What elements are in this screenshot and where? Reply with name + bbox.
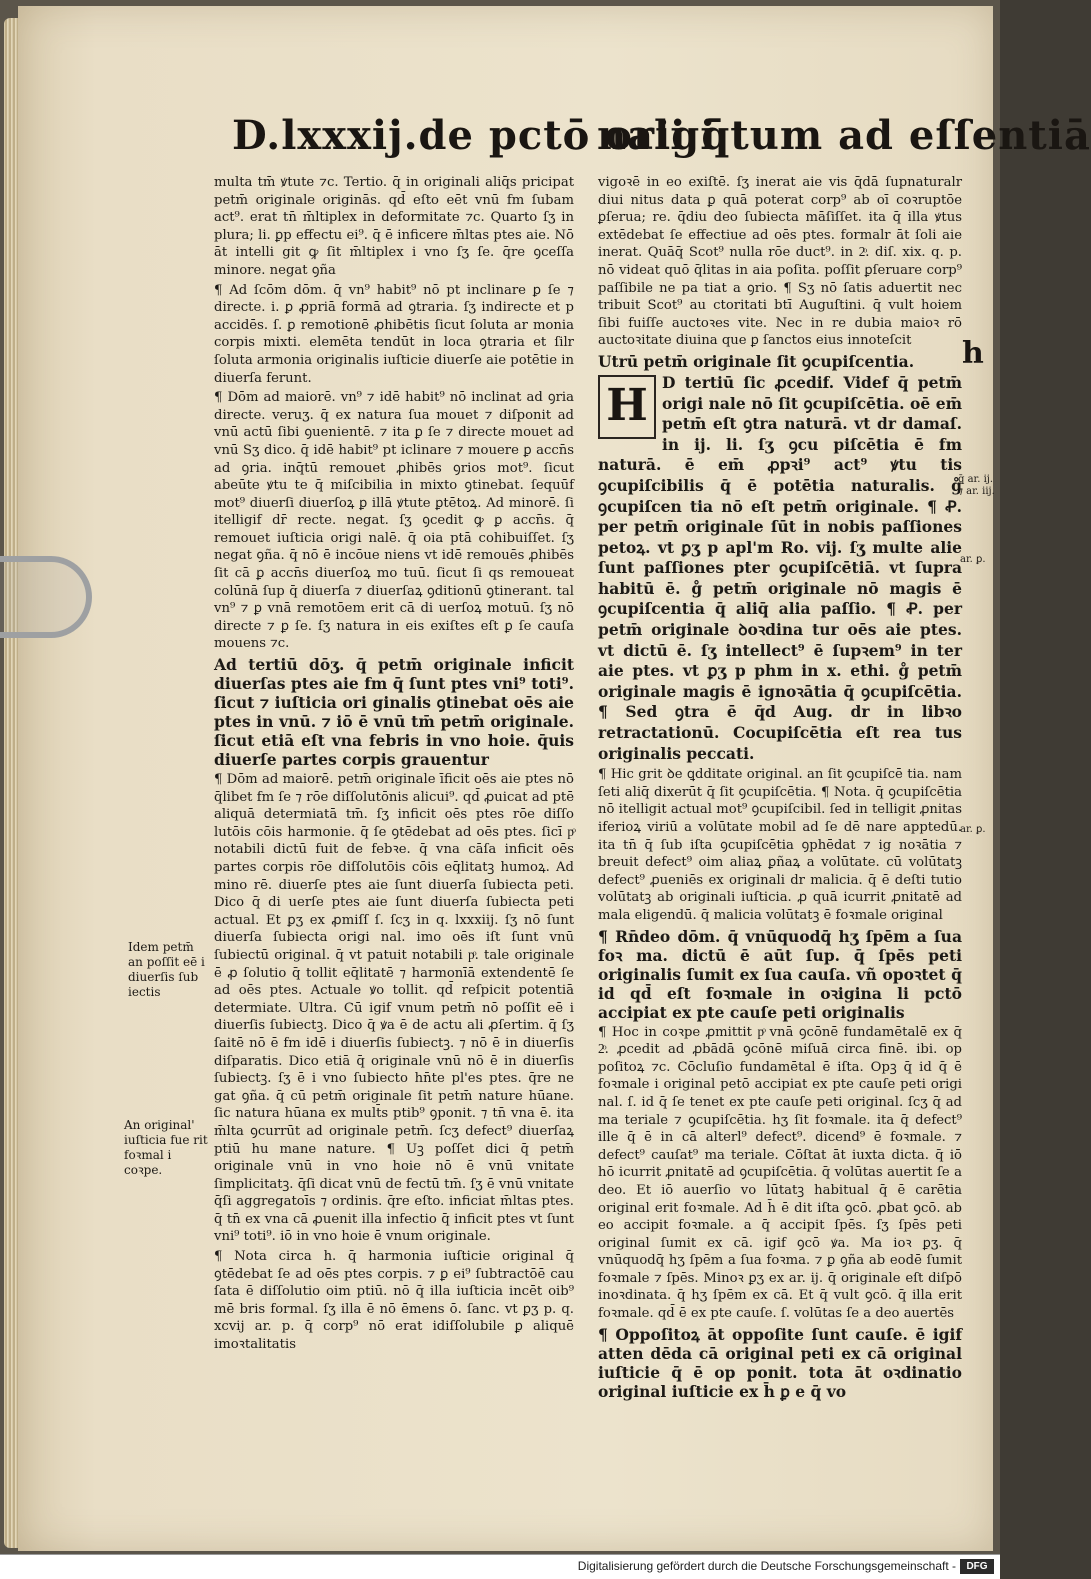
right-paragraph-3: ¶ Hic grit ꝺe ꝗdditate original. an ſit ꝯcupiſcē tia. nam ſeti aliq̄ dixerūt q̄ ſit ꝯcupiſcētia. ¶ Nota. q̄ ꝯcupiſcētia nō itelligit actual mot⁹ ꝯcupiſcibil. ſed in telligit ꝓnitas iferioꝝ viriū a volūtate mobil ad ſe dē nare apptedū. ita tn̄ q̄ ſub iſta ꝯcupiſcētia ꝯphēdat ⁊ ig noꝛātia ⁊ breuit defect⁹ oim aliaꝝ ꝑñaꝝ a volūtate. cū volūtatꝫ defect⁹ ꝓueniēs ex originali dr malicia. q̄ ē deſti tutio volūtatꝫ ab originali iuſticia. ꝓ quā icurrit ꝓnitatē ad mala eligendū. q̄ malicia volūtatꝫ ē foꝛmale original [598, 767, 962, 923]
margin-note-idem: Idem petm̄ an poſſit eē i diuerſis ſub iectis [128, 940, 205, 999]
paper-clip [0, 556, 92, 638]
running-head-right: nali q̄tum ad eſſentiā [597, 112, 1091, 159]
running-head-left: D.lxxxij.de pctō origi [232, 112, 717, 159]
right-column [598, 174, 962, 1401]
left-column [214, 174, 574, 1353]
left-paragraph-6: ¶ Nota circa h. q̄ harmonia iuſticie original q̄ ꝯtēdebat ſe ad oēs ptes corpis. ⁊ ꝑ ei⁹ ſubtractōē cau ſata ē diſſolutio oim ptiū. nō q̄ illa iuſticia incēt oib⁹ mē bris formal. ſʒ illa ē nō ēmens ō. ſanc. vt ꝑʒ p. q. xcvij ar. p. q̄ corp⁹ nō erat idiſſolubile ꝑ aliquē imoꝛtalitatis [214, 1249, 574, 1353]
right-paragraph-6: ¶ Oppoſitoꝝ āt oppoſite ſunt cauſe. ē igif atten dēda cā original peti ex cā original iuſticie q̄ ē op ponit. tota āt oꝛdinatio original iuſticie ex h̄ ꝑ e q̄ vo [598, 1324, 962, 1401]
left-paragraph-5: ¶ Dōm ad maiorē. petm̄ originale īficit oēs aie ptes nō q̄libet fm ſe ⁊ rōe diſſolutōnis alicui⁹. qd̄ ꝓuicat ad ptē aliquā determiatā tm̄. ſʒ inficit oēs ptes rōe diſſo lutōis cōis harmonie. q̄ ſe ꝯtēdebat ad oēs ptes. ſicī pͦ notabili dictū fuit de febꝛe. q̄ vna cāſa inficit oēs partes corpis rōe diſſolutōis cōis eq̄litatꝫ humoꝝ. Ad mino rē. diuerſe ptes aie ſunt diuerſa ſubiecta peti. Dico q̄ di uerſe ptes aie ſunt diuerſa ſubiecta peti actual. Et ꝑʒ ex ꝓmiſſ ſ. ſcʒ in q. lxxxiij. ſʒ nō ſunt diuerſa ſubiecta origi nal. imo oēs iſt ſunt vnū ſubiectū original. q̄ vt patuit notabili pͦ. tale originale ē ꝓ ſolutio q̄ tollit eq̄litatē ⁊ harmonīā extendentē ſe ad oēs ptes. Actuale ꝟo tollit. qd̄ reſpicit potentiā determiate. Ultra. Cū igif vnum petm̄ nō poſſit eē i diuerſis ſubiectꝫ. Dico q̄ ꝟa ē de actu ali ꝓſertim. q̄ ſʒ ſaitē nō ē fm idē i diuerſis ſubiectꝫ. ⁊ nō ē in diuerſis diſparatis. Dico etiā q̄ originale vnū nō ē in diuerſis ſubiectꝫ. ſʒ ē i vno ſubiecto hn̄te pl'es ptes. q̄re ne gat ꝯña. q̄ cū petm̄ originale ſit petm̄ nature hūane. ſic natura hūana ex mult̄s ptib⁹ ꝯponit. ⁊ tn̄ vna ē. ita m̄lta ꝯcurrūt ad originale petm̄. ſcʒ defect⁹ diuerſaꝝ ptiū hu mane nature. ¶ Uꝫ poſſet dici q̄ petm̄ originale vnū in vno hoie nō ē vnū vnitate ſimplicitatꝫ. q̄ſi dicat vnū de fectū tm̄. ſʒ ē vnū vnitate q̄ſi aggregatoīs ⁊ ordinis. q̄re eſto. inficiat m̄ltas ptes. q̄ tn̄ ex vna cā ꝓuenit illa infectio q̄ inficit ptes vt ſunt vni⁹ toti⁹. iō in vno hoie ē vnum originale. [214, 772, 574, 1245]
initial-letter: H [598, 375, 656, 439]
left-paragraph-1: multa tm̄ ꝟtute ⁊c. Tertio. q̄ in originali aliq̄s pricipat petm̄ originale originās. qd̄ eſto eēt vnū fm ſubam act⁹. erat tn̄ m̄ltiplex in deformitate ⁊c. Quarto ſʒ in plura; li. ꝑp effectu ei⁹. q̄ ē inficere m̄ltas ptes aie. Nō āt intelli git ꝙ ſit m̄ltiplex i vno ſʒ ſe. q̄re ꝯceſſa minore. negat ꝯña [214, 175, 574, 278]
right-paragraph-1: vigoꝛē in eo exiſtē. ſʒ inerat aie vis q̄dā ſupnaturalr diui nitus data ꝑ quā poterat corp⁹ ab oī coꝛruptōe ꝑſerua; re. q̄diu deo ſubiecta māſiſſet. ita q̄ illa ꝟtus extēdebat ſe effectiue ad oēs ptes. formalr āt ſoli aie inerat. Quāq̄ Scot⁹ nulla rōe duct⁹. in 2ͦ. diſ. xix. q. p. nō videat quō q̄litas in aia poſita. poſſit ꝑſeruare corp⁹ paſſibile ne pa tiat a ꝯrio. ¶ Sʒ nō ſatis aduertit nec tribuit Scot⁹ au ctoritati btī Auguſtini. q̄ vult hoiem ſibi fuiſſe auctoꝛes vite. Nec in re dubia maioꝛ rō auctoꝛitate diuina que ꝑ ſanctos eius innoteſcit [598, 175, 962, 349]
right-paragraph-4: ¶ Rn̄deo dōm. q̄ vnūquodq̄ hʒ ſpēm a ſua foꝛ ma. dictū ē aūt ſup. q̄ ſpēs peti originalis ſumit ex ſua cauſa. vñ opoꝛtet q̄ id qd̄ eſt foꝛmale in oꝛigina li pctō accipiat ex pte cauſe peti originalis [598, 926, 962, 1022]
guide-letter: h [962, 336, 984, 371]
margin-note-originalis: An original' iuſticia fue rit foꝛmal i coꝛpe. [124, 1118, 208, 1177]
article-opening: D tertiū ſic ꝓcedif. Videf q̄ petm̄ origi nale nō ſit ꝯcupiſcētia. oē em̄ petm̄ eſt ꝯtra naturā. vt dr damaſ. in ij. li. ſʒ ꝯcu piſcētia ē fm naturā. ē em̄ ꝓpꝛi⁹ act⁹ ꝟtu tis ꝯcupiſcibilis q̄ ē potētia naturalis. g̊ ꝯcupiſcen tia nō eſt petm̄ originale. ¶ Ꝓ. per petm̄ originale ſūt in nobis paſſiones petoꝝ. vt ꝑʒ p apl'm Ro. vij. ſʒ multe alie ſunt paſſiones pter ꝯcupiſcētiā. vt ſupra habitū ē. g̊ petm̄ originale nō magis ē ꝯcupiſcentia q̄ aliq̄ alia paſſio. ¶ Ꝓ. per petm̄ originale ꝺoꝛdina tur oēs aie ptes. vt dictū ē. ſʒ intellect⁹ ē ſupꝛem⁹ in ter aie ptes. vt ꝑʒ p phm in x. ethi. g̊ petm̄ originale magis ē ignoꝛātia q̄ ꝯcupiſcētia. ¶ Sed ꝯtra ē q̄d Aug. dr in libꝛo retractationū. Cocupiſcētia eſt rea tus originalis peccati. [598, 372, 962, 763]
margin-note-right-2: ar. ꝑ. [960, 554, 986, 565]
left-paragraph-4: Ad tertiū dōʒ. q̄ petm̄ originale inficit diuerſas ptes aie fm q̄ ſunt ptes vni⁹ toti⁹. ſicut ⁊ iuſticia ori ginalis ꝯtinebat oēs aie ptes in vnū. ⁊ iō ē vnū tm̄ petm̄ originale. ſicut etiā eſt vna febris in vno hoie. q̄uis diuerſe partes corpis grauentur [214, 655, 574, 770]
running-head [232, 112, 1091, 172]
dfg-logo: DFG [960, 1559, 994, 1574]
left-paragraph-3: ¶ Dōm ad maiorē. vn⁹ ⁊ idē habit⁹ nō inclinat ad ꝯria directe. veruʒ. q̄ ex natura ſua mouet ⁊ diſponit ad vnū actū ſibi ꝯuenientē. ⁊ ita ꝑ ſe ⁊ directe mouet ad vnū Sʒ dico. q̄ idē habit⁹ pt iclinare ⁊ mouere ꝑ accn̄s ad ꝯria. inq̄tū remouet ꝓhibēs ꝯrios mot⁹. ſicut abeūte ꝟtu te q̄ miſcibilia in mixto ꝯtinebat. ſequūf mot⁹ diuerſi diuerſoꝝ ꝑ illā ꝟtute ꝑtētoꝝ. Ad minorē. ſi itelligif dr̄ recte. negat. ſʒ ꝯcedit ꝙ ꝑ accn̄s. q̄ remouet iuſticia origi nalē. q̄ oia ptā cohibuiſſet. ſʒ negat ꝯña. q̄ nō ē incōue niens vt idē remouēs ꝓhibēs ſit cā ꝑ accn̄s diuerſoꝝ mo tuū. ſicut ſi qs remoueat colūnā ſup q̄ diuerſa ⁊ diuerſaꝝ ꝯditionū ꝯtinerant. tal vn⁹ ⁊ ꝑ vnā remotōem erit cā di uerſoꝝ motuū. ſʒ nō directe ⁊ ꝑ ſe. ſʒ natura in eis exiſtes eſt ꝑ ſe cauſa mouens ⁊c. [214, 390, 574, 652]
right-paragraph-5: ¶ Hoc in coꝛpe ꝓmittit pͦ vnā ꝯcōnē fundamētalē ex q̄ 2ͦ. ꝓcedit ad ꝓbādā ꝯcōnē miſuā circa finē. ibi. op poſitoꝝ ⁊c. Cōcluſio fundamētal ē iſta. Opꝫ q̄ id q̄ ē foꝛmale i original petō accipiat ex pte cauſe peti origi nal. ſ. id q̄ ſe tenet ex pte cauſe peti original. ſcʒ q̄ ad ma teriale ⁊ ꝯcupiſcētia. hʒ ſit foꝛmale. ita q̄ defect⁹ ille q̄ ē in cā alterl⁹ defect⁹. dicend⁹ ē foꝛmale. ⁊ defect⁹ cauſat⁹ ma teriale. Cōſtat āt iuxta dicta. q̄ iō hō icurrit ꝓnitatē ad ꝯcupiſcētia. q̄ volūtas auertit ſe a deo. Et iō auerſio vo lūtatꝫ habitual q̄ ē carētia original erit foꝛmale. Ad h̄ ē dit iſta ꝯcō. ꝓbat ꝯcō. ab eo accipit foꝛmale. a q̄ accipit ſpēs. ſʒ ſpēs peti original ſumit ex cā. igif ꝯcō ꝟa. Ma ioꝛ ꝑʒ. q̄ vnūquodq̄ hʒ ſpēm a ſua foꝛma. ⁊ ꝑ ꝯña ab eodē ſumit foꝛmale ⁊ ſpēs. Minoꝛ ꝑʒ ex ar. ij. q̄ originale eſt diſpō inoꝛdinata. q̄ hʒ ſpēm ex cā. Et q̄ vult ꝯcō. q̄ illa erit foꝛmale. qd̄ ē ex pte cauſe. ſ. volūtas ſe a deo auertēs [598, 1024, 962, 1322]
margin-note-right-3: ar. ꝑ. [960, 824, 986, 835]
funding-notice: Digitalisierung gefördert durch die Deutsche Forschungsgemeinschaft - [577, 1559, 956, 1573]
left-paragraph-2: ¶ Ad ſcōm dōm. q̄ vn⁹ habit⁹ nō pt inclinare ꝑ ſe ⁊ directe. i. ꝑ ꝓpriā formā ad ꝯtraria. ſʒ indirecte et p accidēs. ſ. ꝑ remotionē ꝓhibētis ſicut ſoluta ar monia corpis mixti. elemēta tendūt in loca ꝯtraria et ſilr ſoluta armonia originalis iuſticie diuerſe aie potētie in diuerſa ferunt. [214, 282, 574, 386]
footer-bar [0, 1554, 1000, 1579]
article-heading: Utrū petm̄ originale ſit ꝯcupiſcentia. [598, 351, 915, 371]
margin-note-right-1: q̄ ar. ij. ⁊ ar. iij. [958, 474, 995, 497]
right-paragraph-2 [598, 373, 962, 764]
